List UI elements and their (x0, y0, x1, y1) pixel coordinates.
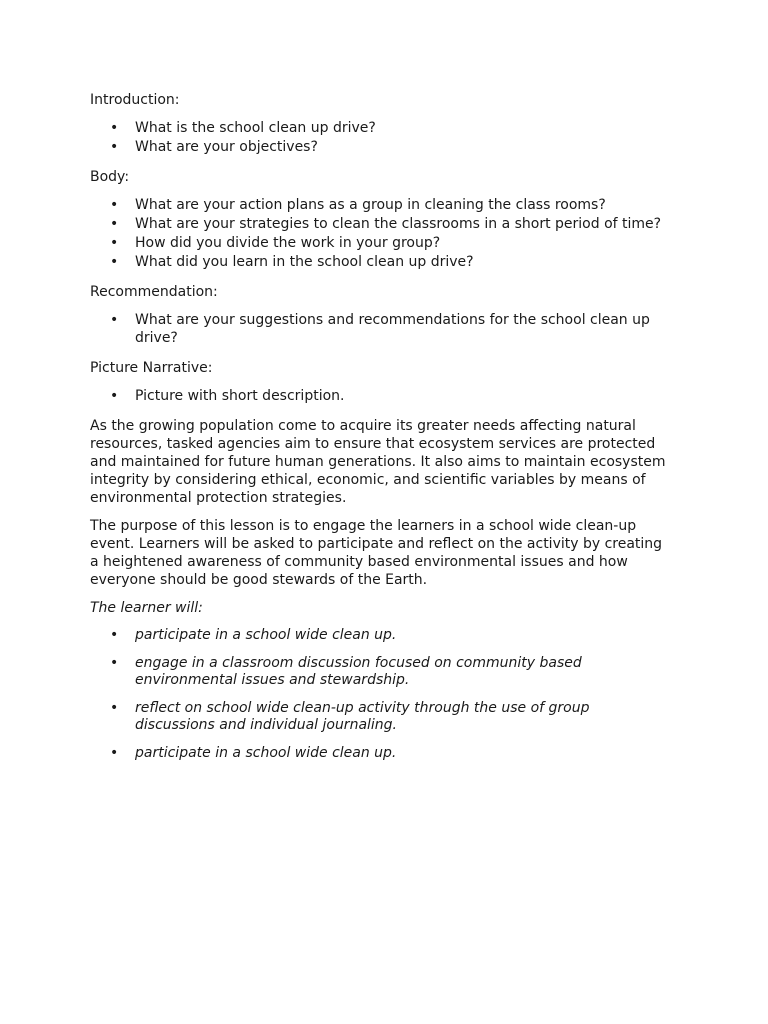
list-item: • What are your strategies to clean the classrooms in a short period of time? (135, 215, 668, 233)
list-item: • engage in a classroom discussion focused on community based environmental issues and stewardship. (135, 655, 668, 689)
list-item: • participate in a school wide clean up. (135, 745, 668, 762)
list-item: • Picture with short description. (135, 387, 668, 405)
learner-heading: The learner will: (90, 600, 203, 616)
body-list (90, 196, 668, 271)
list-item: • What are your objectives? (135, 138, 668, 156)
list-item: • What is the school clean up drive? (135, 119, 668, 137)
list-item: • What did you learn in the school clean up drive? (135, 253, 668, 271)
picture-narrative-heading: Picture Narrative: (90, 360, 213, 376)
recommendation-list (90, 311, 668, 347)
picture-narrative-list (90, 387, 668, 405)
list-item: • participate in a school wide clean up. (135, 627, 668, 644)
list-item: • reflect on school wide clean-up activity through the use of group discussions and individual journaling. (135, 700, 668, 734)
introduction-list (90, 119, 668, 156)
body-heading: Body: (90, 169, 130, 185)
list-item: • What are your suggestions and recommendations for the school clean up drive? (135, 311, 668, 347)
paragraph-purpose: The purpose of this lesson is to engage the learners in a school wide clean-up event. Learners will be asked to participate and reflect on the activity by creating a heightened awareness of community based environmental issues and how everyone should be good stewards of the Earth. (90, 518, 663, 588)
list-item: • What are your action plans as a group in cleaning the class rooms? (135, 196, 668, 214)
learner-outcomes-list (90, 627, 668, 762)
paragraph-ecosystem: As the growing population come to acquire its greater needs affecting natural resources, tasked agencies aim to ensure that ecosystem services are protected and maintained for future human generations. It also aims to maintain ecosystem integrity by considering ethical, economic, and scientific variables by means of environmental protection strategies. (90, 418, 666, 506)
recommendation-heading: Recommendation: (90, 284, 218, 300)
introduction-heading: Introduction: (90, 92, 180, 108)
list-item: • How did you divide the work in your group? (135, 234, 668, 252)
